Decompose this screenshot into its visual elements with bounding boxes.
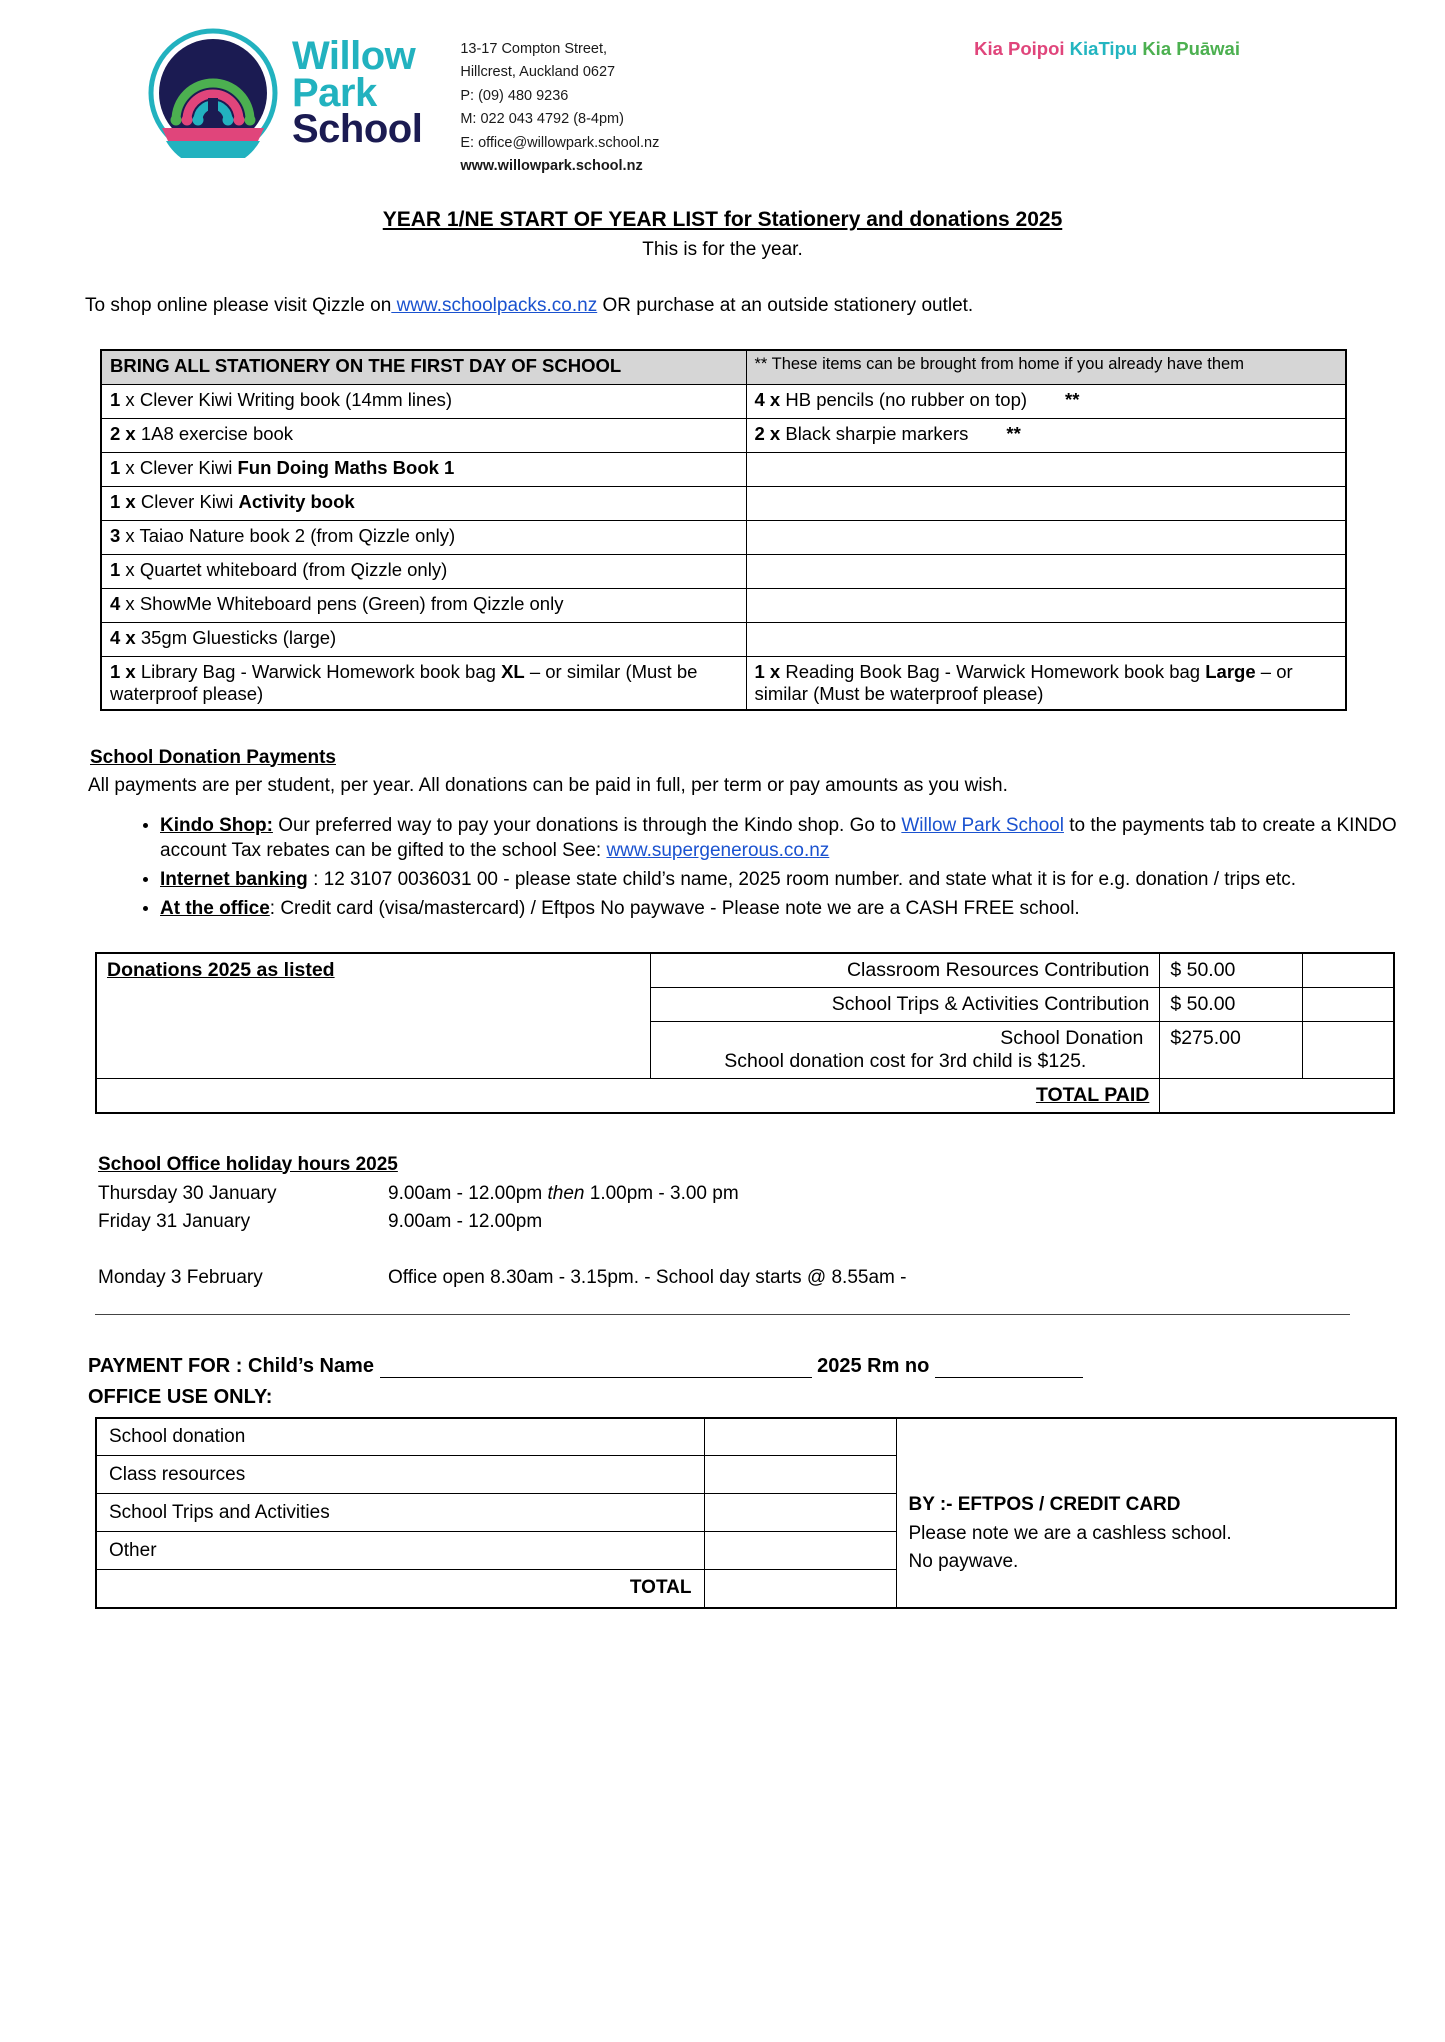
stationery-item-left: 1 x Clever Kiwi Activity book: [101, 486, 746, 520]
stationery-item-left: 4 x 35gm Gluesticks (large): [101, 622, 746, 656]
office-row-value-trips[interactable]: [704, 1494, 896, 1532]
donation-amount-school: $275.00: [1160, 1021, 1303, 1078]
office-use-only-label: OFFICE USE ONLY:: [88, 1385, 273, 1408]
divider: [95, 1314, 1350, 1315]
stationery-item-left: 4 x ShowMe Whiteboard pens (Green) from Qizzle only: [101, 588, 746, 622]
total-paid-value[interactable]: [1160, 1078, 1394, 1113]
table-row: [101, 520, 1346, 554]
child-name-input[interactable]: [380, 1377, 812, 1378]
office-hours-day-monday: Monday 3 February: [98, 1266, 263, 1288]
table-row: [96, 1418, 1396, 1456]
table-row: [101, 384, 1346, 418]
office-hours-time: 9.00am - 12.00pm: [388, 1210, 543, 1232]
logo-line-3: School: [292, 107, 423, 152]
third-child-note: School donation cost for 3rd child is $125.: [724, 1049, 1087, 1072]
list-item: • Kindo Shop: Our preferred way to pay your donations is through the Kindo shop. Go to Willow Park School to the payments tab to create a KINDO account Tax rebates can be gifted to the school See: www.supergenerous.co.nz: [160, 813, 1445, 864]
donation-amount-classroom: $ 50.00: [1160, 953, 1303, 988]
reading-bag-cell: 1 x Reading Book Bag - Warwick Homework book bag Large – or similar (Must be waterproof please): [746, 656, 1346, 710]
donation-amount-trips: $ 50.00: [1160, 987, 1303, 1021]
document-header: [0, 0, 1445, 180]
office-hours-table: [98, 1180, 906, 1292]
office-row-value-school-donation[interactable]: [704, 1418, 896, 1456]
logo-line-2: Park: [292, 70, 377, 115]
stationery-table: [100, 349, 1347, 711]
internet-banking-details: : 12 3107 0036031 00 - please state child’s name, 2025 room number. and state what it is for e.g. donation / trips etc.: [307, 869, 1297, 891]
table-row: [98, 1208, 906, 1236]
payment-method-heading: BY :- EFTPOS / CREDIT CARD: [908, 1494, 1181, 1516]
motto-part-2: KiaTipu: [1069, 38, 1138, 59]
stationery-item-right: 4 x HB pencils (no rubber on top) **: [746, 384, 1346, 418]
stationery-header-right: ** These items can be brought from home if you already have them: [746, 350, 1346, 384]
office-row-label-trips: School Trips and Activities: [96, 1494, 704, 1532]
stationery-item-left: 2 x 1A8 exercise book: [101, 418, 746, 452]
at-the-office-label: At the office: [160, 898, 270, 920]
school-contact-details: [460, 38, 659, 179]
table-row: [101, 418, 1346, 452]
school-motto: [974, 38, 1240, 60]
stationery-item-left: 3 x Taiao Nature book 2 (from Qizzle only): [101, 520, 746, 554]
logo-line-1: Willow: [292, 33, 416, 78]
cashless-note-line-2: No paywave.: [908, 1550, 1019, 1572]
stationery-item-right: 2 x Black sharpie markers **: [746, 418, 1346, 452]
donation-label-school: School Donation School donation cost for 3rd child is $125.: [651, 1021, 1160, 1078]
table-row: [101, 588, 1346, 622]
stationery-item-left: 1 x Clever Kiwi Fun Doing Maths Book 1: [101, 452, 746, 486]
table-row: [98, 1180, 906, 1208]
office-hours-heading: School Office holiday hours 2025: [98, 1153, 398, 1175]
donation-blank-3[interactable]: [1302, 1021, 1394, 1078]
kindo-shop-label: Kindo Shop:: [160, 814, 273, 836]
at-the-office-details: : Credit card (visa/mastercard) / Eftpos No paywave - Please note we are a CASH FREE school.: [269, 898, 1080, 920]
donations-spacer-cell: [96, 1021, 651, 1078]
stationery-item-right: [746, 622, 1346, 656]
logo-wordmark: [292, 33, 423, 152]
donation-label-trips: School Trips & Activities Contribution: [651, 987, 1160, 1021]
payment-for-line: [88, 1355, 1445, 1378]
table-row: [101, 452, 1346, 486]
phone-line: P: (09) 480 9236: [460, 87, 569, 104]
schoolpacks-link[interactable]: www.schoolpacks.co.nz: [391, 295, 598, 316]
table-header-row: [101, 350, 1346, 384]
page-title: YEAR 1/NE START OF YEAR LIST for Stationery and donations 2025: [382, 208, 1063, 231]
office-row-label-other: Other: [96, 1532, 704, 1570]
stationery-item-right: [746, 452, 1346, 486]
address-line-2: Hillcrest, Auckland 0627: [460, 64, 616, 81]
table-row: [98, 1264, 906, 1292]
motto-part-1: Kia Poipoi: [974, 38, 1065, 59]
online-shop-instruction: [85, 295, 1445, 317]
office-use-table: [95, 1417, 1397, 1609]
stationery-item-right: [746, 520, 1346, 554]
table-row-total: [96, 1078, 1394, 1113]
internet-banking-label: Internet banking: [160, 869, 308, 891]
stationery-item-left: 1 x Clever Kiwi Writing book (14mm lines): [101, 384, 746, 418]
email-line: E: office@willowpark.school.nz: [460, 134, 660, 151]
donation-blank-2[interactable]: [1302, 987, 1394, 1021]
table-row-bags: [101, 656, 1346, 710]
intro-text-before: To shop online please visit Qizzle on: [85, 295, 392, 316]
stationery-item-right: [746, 486, 1346, 520]
library-bag-cell: 1 x Library Bag - Warwick Homework book bag XL – or similar (Must be waterproof please): [101, 656, 746, 710]
office-total-label: TOTAL: [96, 1570, 704, 1608]
donations-title-cell: [96, 953, 651, 1022]
donations-title: Donations 2025 as listed: [107, 958, 335, 981]
stationery-item-right: [746, 554, 1346, 588]
list-item: [160, 896, 1445, 921]
payment-methods-list: [128, 813, 1445, 922]
intro-text-after: OR purchase at an outside stationery outlet.: [597, 295, 974, 316]
table-row: [101, 622, 1346, 656]
donation-payments-heading: School Donation Payments: [90, 746, 336, 768]
room-no-input[interactable]: [935, 1377, 1083, 1378]
stationery-header-left: BRING ALL STATIONERY ON THE FIRST DAY OF SCHOOL: [101, 350, 746, 384]
donation-label-classroom: Classroom Resources Contribution: [651, 953, 1160, 988]
school-logo: [148, 28, 422, 158]
table-row: [96, 953, 1394, 988]
office-row-value-other[interactable]: [704, 1532, 896, 1570]
supergenerous-link[interactable]: www.supergenerous.co.nz: [606, 839, 830, 861]
donation-blank-1[interactable]: [1302, 953, 1394, 988]
motto-part-3: Kia Puāwai: [1142, 38, 1240, 59]
total-paid-label: TOTAL PAID: [96, 1078, 1160, 1113]
office-row-label-school-donation: School donation: [96, 1418, 704, 1456]
stationery-item-right: [746, 588, 1346, 622]
table-spacer-row: [98, 1236, 906, 1264]
mobile-line: M: 022 043 4792 (8-4pm): [460, 111, 624, 128]
cashless-note-line-1: Please note we are a cashless school.: [908, 1522, 1232, 1544]
stationery-item-left: 1 x Quartet whiteboard (from Qizzle only): [101, 554, 746, 588]
office-row-label-class-resources: Class resources: [96, 1456, 704, 1494]
office-hours-time: 9.00am - 12.00pm then 1.00pm - 3.00 pm: [388, 1182, 739, 1204]
donation-payments-intro: All payments are per student, per year. All donations can be paid in full, per term or pay amounts as you wish.: [88, 774, 1008, 796]
page-subtitle: This is for the year.: [642, 239, 803, 260]
room-no-label: 2025 Rm no: [817, 1354, 930, 1377]
table-row: [96, 1021, 1394, 1078]
table-row: [101, 554, 1346, 588]
child-name-label: PAYMENT FOR : Child’s Name: [88, 1354, 374, 1377]
office-row-value-class-resources[interactable]: [704, 1456, 896, 1494]
willow-park-logo-icon: [148, 28, 278, 158]
website-line: www.willowpark.school.nz: [460, 158, 643, 175]
list-item: [160, 867, 1445, 892]
office-hours-day: Friday 31 January: [98, 1210, 251, 1232]
office-total-value[interactable]: [704, 1570, 896, 1608]
table-row: [101, 486, 1346, 520]
donations-amounts-table: [95, 952, 1395, 1114]
office-hours-time-monday: Office open 8.30am - 3.15pm. - School day starts @ 8.55am -: [388, 1266, 907, 1288]
willow-park-school-link[interactable]: Willow Park School: [901, 814, 1064, 836]
office-hours-day: Thursday 30 January: [98, 1182, 277, 1204]
payment-method-box: [896, 1418, 1396, 1608]
address-line-1: 13-17 Compton Street,: [460, 41, 608, 57]
